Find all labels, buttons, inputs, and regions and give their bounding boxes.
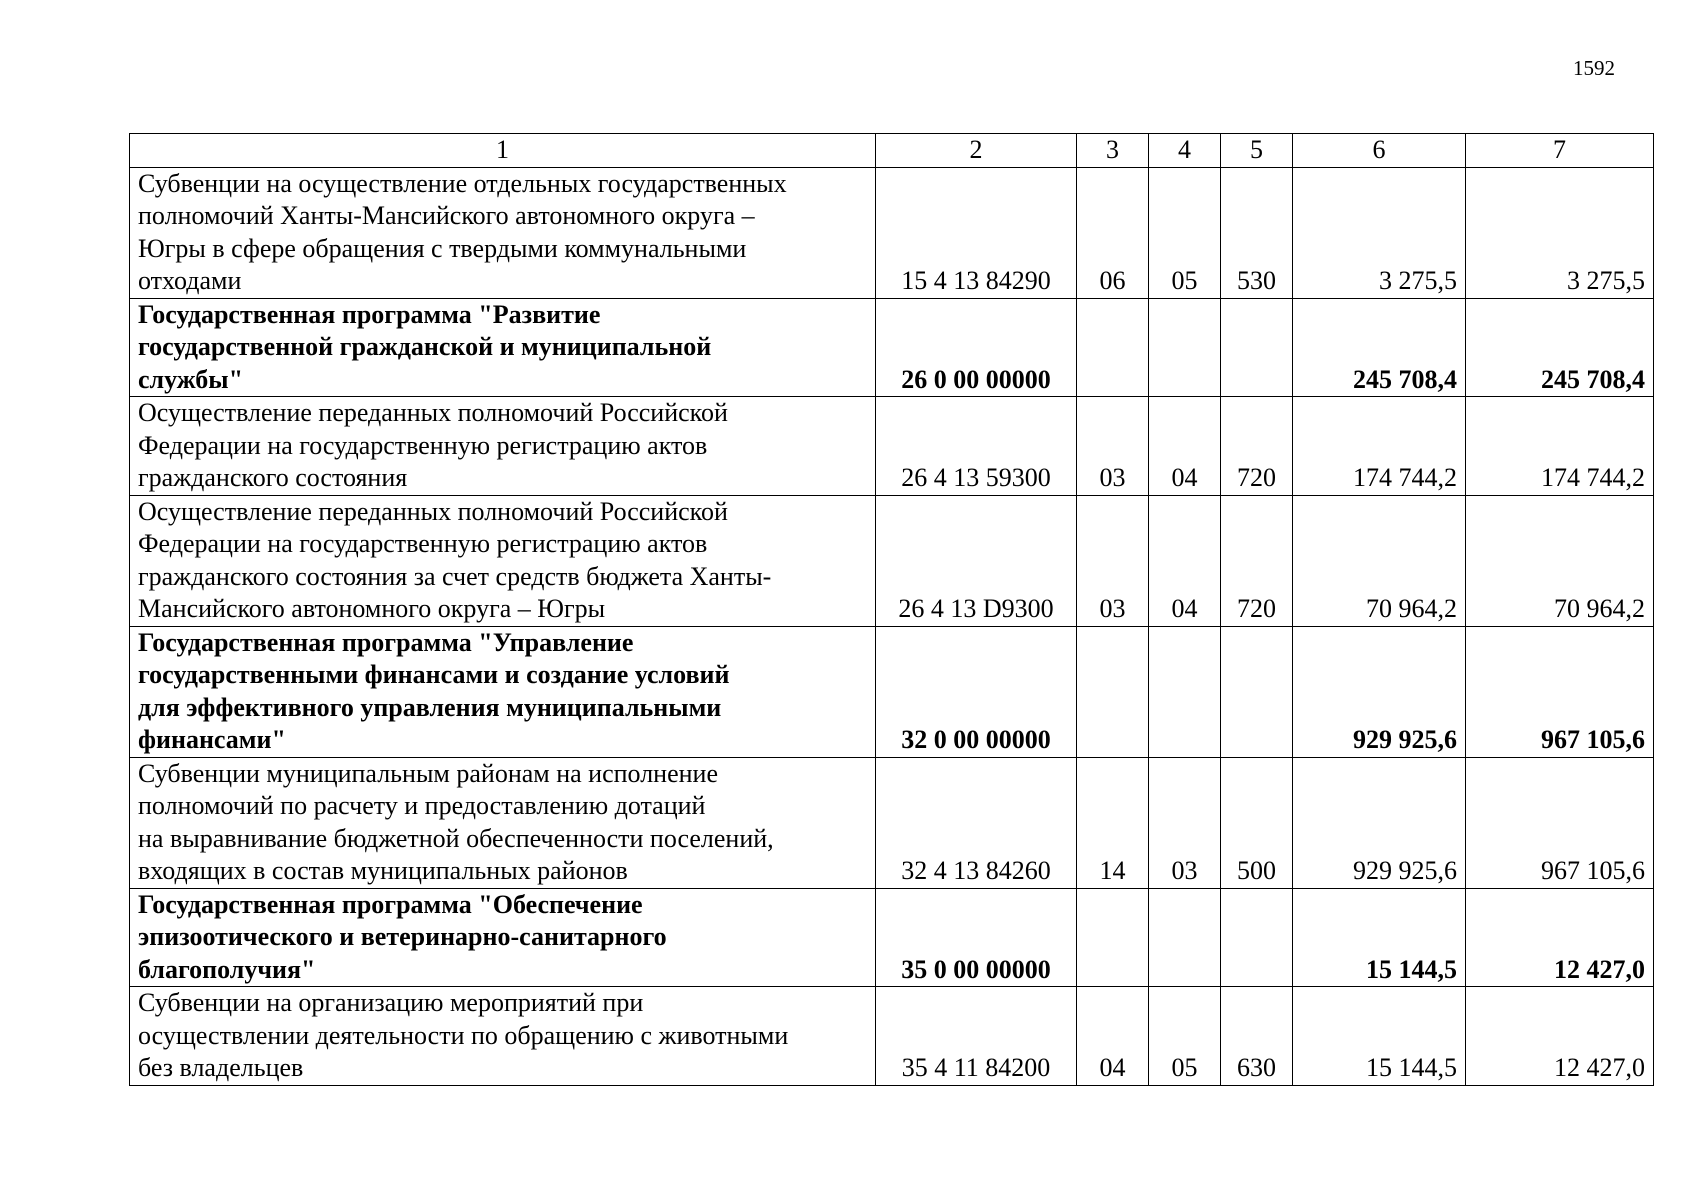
- row-name-line: Субвенции на осуществление отдельных государственных: [138, 168, 787, 198]
- expense-type-code: 530: [1221, 167, 1293, 298]
- program-row: [130, 298, 1654, 397]
- column-number: 3: [1077, 134, 1149, 168]
- expense-type-code: 500: [1221, 757, 1293, 888]
- row-name-line: на выравнивание бюджетной обеспеченности поселений,: [138, 823, 774, 853]
- column-number: 6: [1293, 134, 1466, 168]
- row-name-line: гражданского состояния: [138, 463, 408, 492]
- page-number: 1592: [1573, 56, 1615, 80]
- subsection-code: [1149, 626, 1221, 757]
- target-article-code: 15 4 13 84290: [876, 167, 1077, 298]
- row-name-line: эпизоотического и ветеринарно-санитарного: [138, 922, 667, 951]
- row-name-line: входящих в состав муниципальных районов: [138, 856, 628, 885]
- row-name-line: осуществлении деятельности по обращению с животными: [138, 1020, 789, 1050]
- row-name-cell: [130, 495, 876, 626]
- row-name-cell: [130, 626, 876, 757]
- amount-year-1: 929 925,6: [1293, 626, 1466, 757]
- row-name-line: полномочий Ханты-Мансийского автономного округа –: [138, 201, 755, 230]
- row-name-line: без владельцев: [138, 1053, 304, 1082]
- subsection-code: [1149, 888, 1221, 987]
- row-name-line: службы": [138, 364, 244, 394]
- column-number: 1: [130, 134, 876, 168]
- row-name-cell: [130, 888, 876, 987]
- row-name-line: Осуществление переданных полномочий Российской: [138, 496, 728, 526]
- program-row: [130, 888, 1654, 987]
- row-name-line: государственной гражданской и муниципальной: [138, 332, 712, 361]
- column-number-row: [130, 134, 1654, 168]
- row-name-cell: [130, 987, 876, 1086]
- amount-year-2: 245 708,4: [1466, 298, 1654, 397]
- expense-type-code: 720: [1221, 397, 1293, 496]
- row-name-line: Югры в сфере обращения с твердыми коммунальными: [138, 233, 747, 263]
- row-name-line: отходами: [138, 266, 242, 295]
- table-row: [130, 167, 1654, 298]
- amount-year-1: 929 925,6: [1293, 757, 1466, 888]
- amount-year-1: 174 744,2: [1293, 397, 1466, 496]
- amount-year-2: 70 964,2: [1466, 495, 1654, 626]
- row-name-cell: [130, 397, 876, 496]
- row-name-line: для эффективного управления муниципальными: [138, 692, 722, 722]
- row-name-line: Государственная программа "Обеспечение: [138, 889, 643, 919]
- amount-year-2: 967 105,6: [1466, 757, 1654, 888]
- amount-year-2: 12 427,0: [1466, 888, 1654, 987]
- subsection-code: 03: [1149, 757, 1221, 888]
- row-name-line: Федерации на государственную регистрацию актов: [138, 430, 708, 460]
- expense-type-code: 630: [1221, 987, 1293, 1086]
- expense-type-code: [1221, 626, 1293, 757]
- row-name-line: Федерации на государственную регистрацию актов: [138, 529, 708, 558]
- amount-year-2: 967 105,6: [1466, 626, 1654, 757]
- target-article-code: 32 0 00 00000: [876, 626, 1077, 757]
- amount-year-1: 245 708,4: [1293, 298, 1466, 397]
- section-code: 04: [1077, 987, 1149, 1086]
- row-name-cell: [130, 298, 876, 397]
- row-name-line: Государственная программа "Управление: [138, 627, 634, 657]
- amount-year-2: 3 275,5: [1466, 167, 1654, 298]
- target-article-code: 26 4 13 D9300: [876, 495, 1077, 626]
- target-article-code: 32 4 13 84260: [876, 757, 1077, 888]
- row-name-cell: [130, 757, 876, 888]
- row-name-line: Осуществление переданных полномочий Российской: [138, 398, 728, 427]
- target-article-code: 26 0 00 00000: [876, 298, 1077, 397]
- subsection-code: 04: [1149, 397, 1221, 496]
- column-number: 5: [1221, 134, 1293, 168]
- row-name-line: Мансийского автономного округа – Югры: [138, 594, 606, 623]
- amount-year-1: 15 144,5: [1293, 888, 1466, 987]
- section-code: 06: [1077, 167, 1149, 298]
- subsection-code: 04: [1149, 495, 1221, 626]
- budget-table: [129, 133, 1654, 1086]
- amount-year-2: 12 427,0: [1466, 987, 1654, 1086]
- section-code: 14: [1077, 757, 1149, 888]
- row-name-line: благополучия": [138, 954, 316, 984]
- expense-type-code: 720: [1221, 495, 1293, 626]
- subsection-code: [1149, 298, 1221, 397]
- section-code: [1077, 298, 1149, 397]
- amount-year-1: 3 275,5: [1293, 167, 1466, 298]
- amount-year-1: 70 964,2: [1293, 495, 1466, 626]
- expense-type-code: [1221, 298, 1293, 397]
- row-name-cell: [130, 167, 876, 298]
- section-code: 03: [1077, 495, 1149, 626]
- table-row: [130, 495, 1654, 626]
- section-code: [1077, 626, 1149, 757]
- section-code: [1077, 888, 1149, 987]
- column-number: 4: [1149, 134, 1221, 168]
- row-name-line: государственными финансами и создание условий: [138, 660, 730, 689]
- row-name-line: финансами": [138, 725, 286, 754]
- row-name-line: гражданского состояния за счет средств бюджета Ханты-: [138, 561, 772, 591]
- amount-year-1: 15 144,5: [1293, 987, 1466, 1086]
- row-name-line: Субвенции на организацию мероприятий при: [138, 988, 644, 1017]
- column-number: 2: [876, 134, 1077, 168]
- table-row: [130, 987, 1654, 1086]
- row-name-line: Государственная программа "Развитие: [138, 299, 601, 329]
- target-article-code: 26 4 13 59300: [876, 397, 1077, 496]
- target-article-code: 35 4 11 84200: [876, 987, 1077, 1086]
- section-code: 03: [1077, 397, 1149, 496]
- target-article-code: 35 0 00 00000: [876, 888, 1077, 987]
- row-name-line: полномочий по расчету и предоставлению дотаций: [138, 791, 706, 820]
- expense-type-code: [1221, 888, 1293, 987]
- subsection-code: 05: [1149, 987, 1221, 1086]
- row-name-line: Субвенции муниципальным районам на исполнение: [138, 758, 718, 788]
- table-row: [130, 397, 1654, 496]
- column-number: 7: [1466, 134, 1654, 168]
- table-row: [130, 757, 1654, 888]
- amount-year-2: 174 744,2: [1466, 397, 1654, 496]
- program-row: [130, 626, 1654, 757]
- subsection-code: 05: [1149, 167, 1221, 298]
